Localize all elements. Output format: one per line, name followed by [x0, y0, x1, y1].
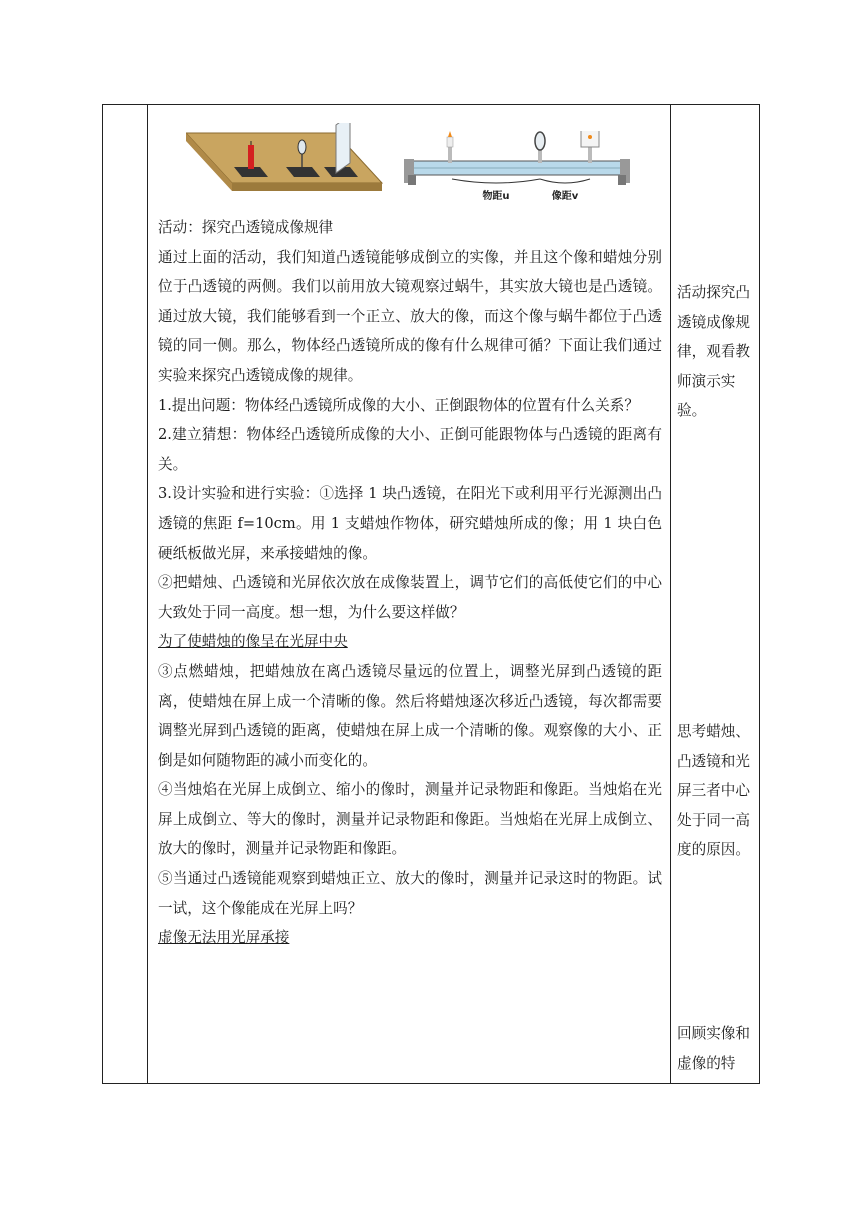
step-alignment: ②把蜡烛、凸透镜和光屏依次放在成像装置上，调节它们的高低使它们的中心大致处于同一高度。想一想，为什么要这样做？: [158, 574, 662, 621]
image-distance-label: 像距v: [551, 191, 579, 202]
activity-title: 活动：探究凸透镜成像规律: [158, 219, 334, 236]
step-question: 1.提出问题：物体经凸透镜所成像的大小、正倒跟物体的位置有什么关系？: [158, 396, 639, 414]
step-design: 3.设计实验和进行实验：①选择 1 块凸透镜，在阳光下或利用平行光源测出凸透镜的焦距 f=10cm。用 1 支蜡烛作物体，研究蜡烛所成的像；用 1 块白色硬纸板做光屏，来承接蜡烛的像。: [158, 485, 662, 562]
step-observe: ③点燃蜡烛，把蜡烛放在离凸透镜尽量远的位置上，调整光屏到凸透镜的距离，使蜡烛在屏上成一个清晰的像。然后将蜡烛逐次移近凸透镜，每次都需要调整光屏到凸透镜的距离，使蜡烛在屏上成一个清晰的像。观察像的大小、正倒是如何随物距的减小而变化的。: [158, 662, 662, 769]
lesson-table: [102, 104, 760, 1084]
answer-virtual-image: 虚像无法用光屏承接: [158, 929, 290, 947]
content-column: [148, 105, 671, 1084]
answer-alignment: 为了使蜡烛的像呈在光屏中央: [158, 633, 348, 651]
lens-setup-illustration: [186, 123, 386, 205]
side-note-explore: 活动探究凸透镜成像规律，观看教师演示实验。: [677, 284, 750, 420]
experiment-figures: [148, 105, 670, 213]
student-activity-column: [671, 105, 760, 1084]
intro-paragraph: 通过上面的活动，我们知道凸透镜能够成倒立的实像，并且这个像和蜡烛分别位于凸透镜的两侧。我们以前用放大镜观察过蜗牛，其实放大镜也是凸透镜。通过放大镜，我们能够看到一个正立、放大的像，而这个像与蜗牛都位于凸透镜的同一侧。那么，物体经凸透镜所成的像有什么规律可循？下面让我们通过实验来探究凸透镜成像的规律。: [158, 248, 662, 384]
blank-column: [103, 105, 148, 1084]
step-hypothesis: 2.建立猜想：物体经凸透镜所成像的大小、正倒可能跟物体与凸透镜的距离有关。: [158, 426, 662, 473]
side-note-review: 回顾实像和虚像的特: [677, 1025, 750, 1072]
optical-bench-illustration: [404, 131, 634, 213]
step-virtual-image: ⑤当通过凸透镜能观察到蜡烛正立、放大的像时，测量并记录这时的物距。试一试，这个像能成在光屏上吗？: [158, 870, 662, 917]
object-distance-label: 物距u: [482, 191, 510, 202]
main-text: [148, 213, 670, 953]
side-note-height: 思考蜡烛、凸透镜和光屏三者中心处于同一高度的原因。: [677, 723, 750, 859]
step-measure: ④当烛焰在光屏上成倒立、缩小的像时，测量并记录物距和像距。当烛焰在光屏上成倒立、等大的像时，测量并记录物距和像距。当烛焰在光屏上成倒立、放大的像时，测量并记录物距和像距。: [158, 781, 662, 858]
